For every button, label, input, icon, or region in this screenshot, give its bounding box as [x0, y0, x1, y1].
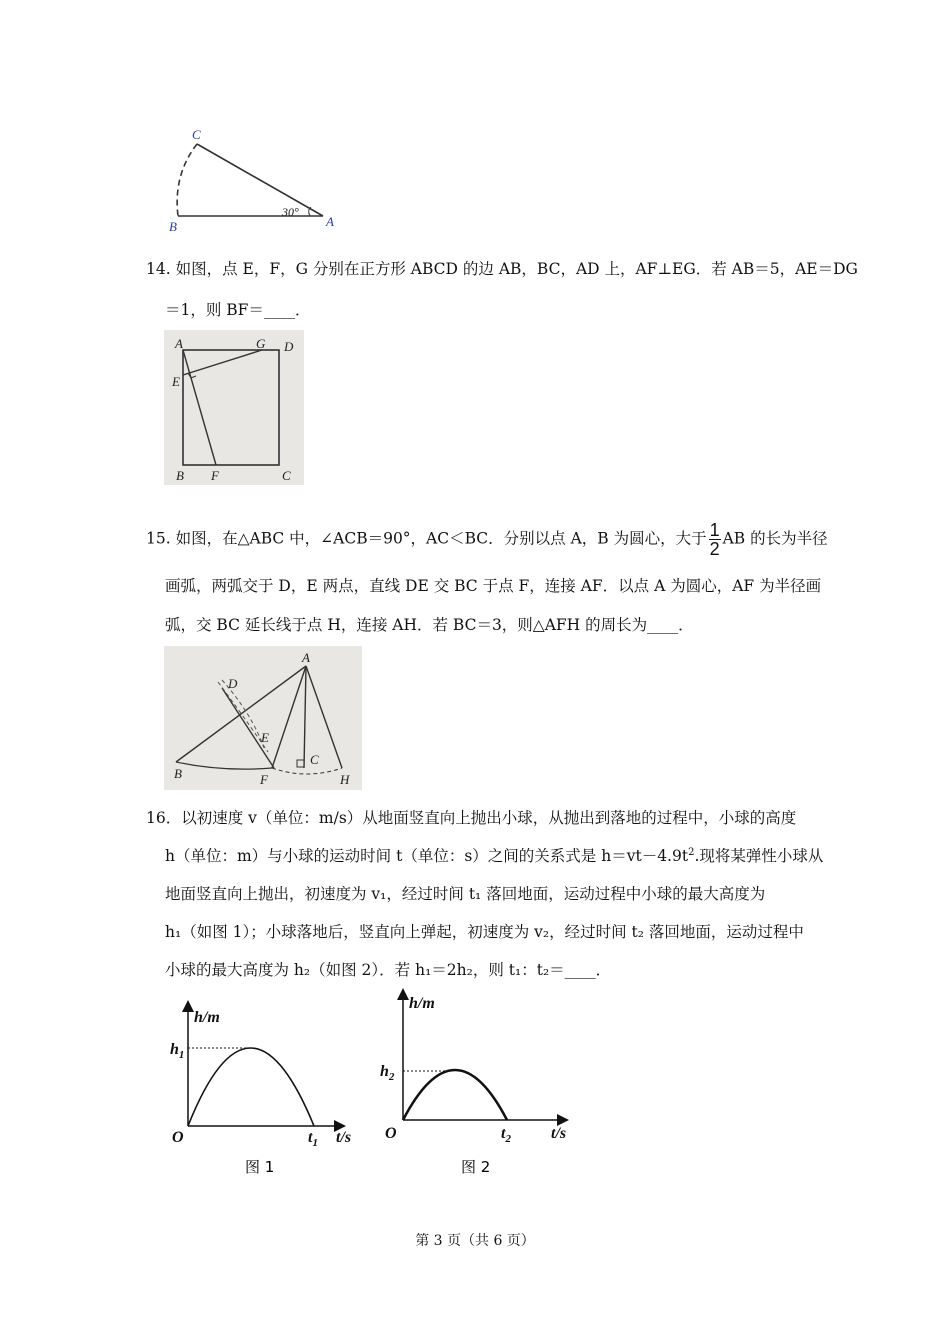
origin-label: O: [172, 1129, 184, 1146]
figure-sector-30: [160, 120, 350, 240]
figure-triangle-abc: [164, 646, 362, 790]
peak-label: $h_1$: [170, 1041, 185, 1061]
question-14-line-2: [165, 300, 310, 320]
label-e: E: [172, 374, 180, 389]
square-diagram: [164, 330, 304, 485]
question-16-line-2: [165, 846, 823, 866]
q16-line-5-text: 小球的最大高度为 h₂（如图 2）．若 h₁＝2h₂，则 t₁：t₂＝: [165, 961, 565, 979]
label-c: C: [192, 127, 201, 142]
segment-eg: [183, 350, 262, 375]
graph-2: [375, 988, 585, 1185]
q15-line-1-post: AB 的长为半径: [722, 529, 828, 548]
label-e: E: [261, 730, 269, 745]
label-f: F: [260, 772, 268, 787]
label-b: B: [169, 219, 177, 234]
parabola-curve: [188, 1048, 314, 1126]
x-axis-label: t/s: [336, 1129, 352, 1146]
segment-ab: [176, 666, 306, 762]
label-a: A: [175, 336, 183, 351]
peak-label: $h_2$: [380, 1063, 395, 1083]
q14-end: ．: [294, 301, 311, 319]
dashed-arc: [177, 144, 197, 216]
label-angle: 30°: [282, 205, 299, 219]
x-axis-label: t/s: [551, 1125, 567, 1142]
dashed-arc-fh: [272, 768, 342, 774]
parabola-curve: [403, 1070, 507, 1120]
y-axis-label: h/m: [194, 1009, 220, 1026]
label-a: A: [326, 214, 334, 229]
label-a: A: [302, 650, 310, 665]
q15-line-1-pre: 15. 如图，在△ABC 中，∠ACB＝90°，AC＜BC．分别以点 A，B 为圆心，大于: [146, 529, 707, 548]
question-15-line-2: 画弧，两弧交于 D，E 两点，直线 DE 交 BC 于点 F，连接 AF．以点 A 为圆心，AF 为半径画: [165, 577, 822, 595]
graph-1: [160, 1000, 370, 1185]
label-c: C: [310, 752, 319, 767]
fraction-denominator: 2: [709, 539, 720, 559]
label-f: F: [211, 468, 219, 483]
right-angle-mark: [297, 760, 304, 767]
q16-line-2-pre: h（单位：m）与小球的运动时间 t（单位：s）之间的关系式是 h＝vt－4.9t: [165, 847, 689, 865]
square-outline: [183, 350, 279, 465]
segment-ca: [197, 144, 323, 216]
q16-end: ．: [595, 961, 612, 979]
origin-label: O: [385, 1125, 397, 1142]
question-15-line-1: [146, 521, 828, 558]
question-16-line-1: 16．以初速度 v（单位：m/s）从地面竖直向上抛出小球，从抛出到落地的过程中，小球的高度: [146, 809, 797, 827]
question-16-line-4: h₁（如图 1）；小球落地后，竖直向上弹起，初速度为 v₂，经过时间 t₂ 落回地面，运动过程中: [165, 923, 804, 941]
segment-ac: [304, 666, 306, 768]
page-footer: 第 3 页（共 6 页）: [415, 1233, 535, 1249]
label-d: D: [284, 339, 294, 354]
caption-figure-1: 图 1: [245, 1158, 275, 1176]
fraction-one-half: [709, 521, 721, 558]
line-de: [222, 688, 274, 768]
question-16-line-3: 地面竖直向上抛出，初速度为 v₁，经过时间 t₁ 落回地面，运动过程中小球的最大高度为: [165, 885, 766, 903]
q16-line-2-post: .现将某弹性小球从: [694, 847, 824, 865]
root-label: $t_2$: [501, 1125, 511, 1145]
segment-af: [183, 350, 216, 465]
q15-end: ．: [678, 616, 694, 634]
arc-bc: [176, 762, 272, 769]
triangle-diagram: [164, 646, 362, 790]
y-axis-label: h/m: [409, 995, 435, 1012]
label-b: B: [174, 766, 182, 781]
q14-answer-blank: ____: [263, 301, 295, 319]
fraction-numerator: 1: [709, 520, 720, 540]
figure-square-abcd: [164, 330, 304, 485]
q16-answer-blank: ____: [564, 961, 596, 979]
label-d: D: [228, 676, 238, 691]
label-h: H: [340, 772, 350, 787]
label-g: G: [256, 336, 266, 351]
caption-figure-2: 图 2: [461, 1158, 491, 1176]
question-16-line-5: [165, 960, 611, 980]
q15-answer-blank: ____: [647, 616, 679, 634]
q15-line-3-text: 弧，交 BC 延长线于点 H，连接 AH．若 BC＝3，则△AFH 的周长为: [165, 616, 648, 634]
q16-exponent: 2: [688, 846, 695, 858]
question-15-line-3: [165, 615, 694, 635]
label-c: C: [282, 468, 291, 483]
q14-line-2-text: ＝1，则 BF＝: [165, 301, 264, 319]
segment-af: [272, 666, 306, 768]
root-label: $t_1$: [308, 1129, 318, 1149]
label-b: B: [176, 468, 184, 483]
question-14-line-1: 14. 如图，点 E，F，G 分别在正方形 ABCD 的边 AB，BC，AD 上，AF⊥EG．若 AB＝5，AE＝DG: [146, 260, 858, 278]
